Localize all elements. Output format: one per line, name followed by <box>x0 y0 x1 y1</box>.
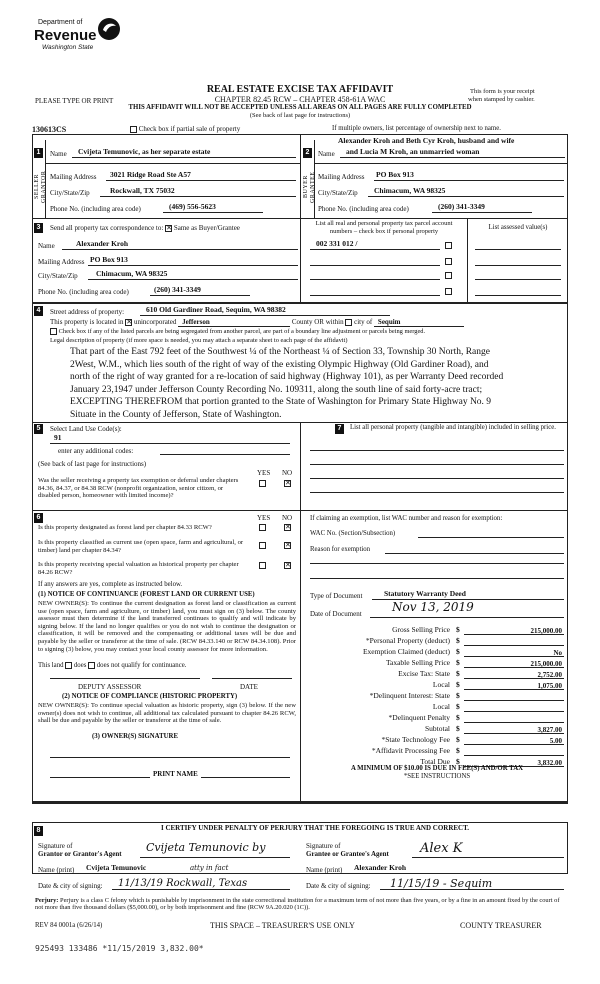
tax-row-value: 215,000.00 <box>530 627 562 635</box>
grantee-name-field[interactable] <box>348 864 564 874</box>
assessed-field-3[interactable] <box>475 270 561 280</box>
tax-row-label: *Delinquent Interest: State <box>369 691 450 700</box>
seller-phone-label: Phone No. (including area code) <box>50 205 141 213</box>
grantee-signature: Alex K <box>420 841 463 856</box>
tax-row-label: *Affidavit Processing Fee <box>371 746 450 755</box>
city-value: Sequim <box>374 318 464 327</box>
buyer-address-field[interactable] <box>374 171 564 181</box>
tax-row-currency: $ <box>456 669 460 678</box>
tax-row-value: 3,827.00 <box>537 726 562 734</box>
exemption-no-checkbox[interactable]: ✕ <box>285 479 291 487</box>
s6-no-header: NO <box>282 514 293 522</box>
tax-row-currency: $ <box>456 691 460 700</box>
treasurer-use: THIS SPACE – TREASURER'S USE ONLY <box>210 921 355 930</box>
form-title: REAL ESTATE EXCISE TAX AFFIDAVIT <box>206 84 394 95</box>
parcel-value-1: 002 331 012 / <box>316 239 358 248</box>
s3-city-field[interactable] <box>88 270 298 280</box>
form-chapter: CHAPTER 82.45 RCW – CHAPTER 458-61A WAC <box>214 95 386 104</box>
parcel-field-1[interactable] <box>310 240 440 250</box>
exemption-question: Was the seller receiving a property tax exemption or deferral under chapters 84.36, 84.37, or 84.38 RCW (nonprofit organization, senior citizen, or disabled person, homeowner with limited income)? <box>38 477 239 500</box>
seller-address-label: Mailing Address <box>50 173 97 181</box>
s3-city-label: City/State/Zip <box>38 272 78 280</box>
logo-sub-text: Washington State <box>42 44 94 51</box>
located-in-label: This property is located in <box>50 318 124 326</box>
street-label: Street address of property: <box>50 308 125 316</box>
legal-description <box>70 346 564 421</box>
perjury-bold: Perjury: <box>35 897 59 904</box>
tax-row-currency: $ <box>456 735 460 744</box>
doc-type-field[interactable] <box>372 590 564 600</box>
tax-row-label: Taxable Selling Price <box>385 658 450 667</box>
receipt-note-2: when stamped by cashier. <box>468 96 535 103</box>
segregated-label: Check box if any of the listed parcels are being segregated from another parcel, are part of a boundary line adjustment or parcels being merged. <box>58 328 426 335</box>
s3-address-value: PO Box 913 <box>90 255 128 264</box>
send-correspondence-label: Send all property tax correspondence to: <box>50 224 164 232</box>
owner-signature-label: (3) OWNER(S) SIGNATURE <box>92 733 178 740</box>
buyer-phone-label: Phone No. (including area code) <box>318 205 409 213</box>
parcel-field-3[interactable] <box>310 270 440 280</box>
tax-row-value: 215,000.00 <box>530 660 562 668</box>
send-correspondence <box>50 224 240 232</box>
tax-row-currency: $ <box>456 625 460 634</box>
tax-row-currency: $ <box>456 757 460 766</box>
logo-main-text: Revenue <box>34 27 97 44</box>
land-use-value: 91 <box>54 433 62 442</box>
tax-row-label: *Personal Property (deduct) <box>365 636 450 645</box>
tax-row-field[interactable] <box>464 637 564 646</box>
legal-line-3: north of the right of way granted for a re-location of said highway (Highway 101), as per Warranty Deed recorded <box>70 372 504 382</box>
land-use-field[interactable] <box>50 434 290 444</box>
notice-continuance-title: (1) NOTICE OF CONTINUANCE (FOREST LAND OR CURRENT USE) <box>38 591 255 598</box>
tax-row-label: Excise Tax: State <box>398 669 450 678</box>
partial-sale-checkbox[interactable] <box>130 126 137 133</box>
does-qualify-checkbox[interactable] <box>65 662 72 669</box>
assessor-date-line[interactable] <box>212 678 292 679</box>
section-4-badge: 4 <box>34 306 43 316</box>
tax-row-field[interactable] <box>464 714 564 723</box>
forest-land-question: Is this property designated as forest land per chapter 84.33 RCW? <box>38 524 212 531</box>
s3-name-label: Name <box>38 242 55 250</box>
exemption-claim-label: If claiming an exemption, list WAC number and reason for exemption: <box>310 515 503 522</box>
tax-row-currency: $ <box>456 702 460 711</box>
parcel-personal-checkbox-4[interactable] <box>445 288 452 295</box>
grantor-name-field[interactable] <box>80 864 290 874</box>
s5-no-header: NO <box>282 469 293 477</box>
tax-row-currency: $ <box>456 713 460 722</box>
parcel-personal-checkbox-1[interactable] <box>445 242 452 249</box>
notice-compliance-body: NEW OWNER(S): To continue special valuation as historic property, sign (3) below. If the new owner(s) does not wish to continue, all additional tax calculated pursuant to chapter 84.26 RCW, shall be due and payable by the seller or transferor at the time of sale. <box>38 702 296 725</box>
s3-phone-value: (260) 341-3349 <box>154 285 201 294</box>
personal-property-line-4[interactable] <box>310 492 564 493</box>
doc-date-value: Nov 13, 2019 <box>392 600 474 614</box>
tax-row-value: No <box>553 649 562 657</box>
grantor-sig-label-2: Grantor or Grantor's Agent <box>38 850 122 858</box>
tax-row-currency: $ <box>456 680 460 689</box>
notice-continuance-body: NEW OWNER(S): To continue the current designation as forest land or classification as current use (open space, farm and agriculture, or timber) land, you must sign on (3) below. The county assessor must then determine if the land transferred continues to qualify and will indicate by signing below. If the land no longer qualifies or you do not wish to continue the designation or classification, it will be removed and the compensating or additional taxes will be due and payable by the seller or transferor at the time of sale. (RCW 84.33.140 or RCW 84.34.108). Prior to signing (3) below, you may contact your local county assessor for more information. <box>38 600 296 653</box>
county-treasurer: COUNTY TREASURER <box>460 921 542 930</box>
city-of-label: city of <box>354 318 373 326</box>
deputy-assessor-label: DEPUTY ASSESSOR <box>78 683 142 691</box>
does-label: does <box>73 662 87 670</box>
tax-row-currency: $ <box>456 724 460 733</box>
additional-codes-label: enter any additional codes: <box>58 447 134 455</box>
same-as-buyer-label: Same as Buyer/Grantee <box>173 224 240 232</box>
forest-yes-checkbox[interactable] <box>259 524 266 531</box>
parcel-personal-checkbox-2[interactable] <box>445 258 452 265</box>
grantor-agent-note: atty in fact <box>189 864 229 872</box>
deputy-assessor-line[interactable] <box>50 678 200 679</box>
land-use-label: Select Land Use Code(s): <box>50 425 122 433</box>
tax-row-label: Local <box>432 680 450 689</box>
legal-line-1: That part of the East 792 feet of the Southwest ¼ of the Northeast ¼ of Section 33, Township 30 North, Range <box>70 347 490 357</box>
seller-address-value: 3021 Ridge Road Ste A57 <box>110 170 191 179</box>
buyer-city-field[interactable] <box>368 187 564 197</box>
grantor-name-value: Cvijeta Temunovic <box>86 863 147 872</box>
buyer-city-value: Chimacum, WA 98325 <box>374 186 446 195</box>
seller-name-label: Name <box>50 150 67 158</box>
seller-phone-value: (469) 556-5623 <box>169 202 216 211</box>
buyer-phone-value: (260) 341-3349 <box>438 202 485 211</box>
legal-label: Legal description of property (if more space is needed, you may attach a separate sheet to each page of the affidavit) <box>50 337 348 344</box>
s3-name-value: Alexander Kroh <box>76 239 129 248</box>
historic-question: Is this property receiving special valuation as historical property per chapter 84.26 RCW? <box>38 561 239 576</box>
minimum-note: A MINIMUM OF $10.00 IS DUE IN FEE(S) AND/OR TAX <box>350 765 524 772</box>
same-as-buyer-checkbox[interactable]: ✕ <box>166 223 172 232</box>
treasurer-stamp: 925493 133486 *11/15/2019 3,832.00* <box>35 944 204 953</box>
continuance-row <box>38 662 186 670</box>
legal-line-5: EXCEPTING THEREFROM that portion granted to the State of Washington for Primary State Highway No. 9 <box>70 397 492 407</box>
s3-city-value: Chimacum, WA 98325 <box>96 269 168 278</box>
dor-logo <box>30 16 125 60</box>
owner-signature-line[interactable] <box>50 757 290 758</box>
assessed-field-2[interactable] <box>475 256 561 266</box>
seller-city-label: City/State/Zip <box>50 189 90 197</box>
notice-compliance-title: (2) NOTICE OF COMPLIANCE (HISTORIC PROPERTY) <box>62 693 238 700</box>
legal-line-4: January 23,1947 under Jefferson County Recording No. 109311, along the south line of said forty-acre tract; <box>70 384 483 395</box>
grantor-name-label: Name (print) <box>38 866 75 874</box>
s3-address-field[interactable] <box>88 256 298 266</box>
additional-codes-field[interactable] <box>160 445 290 455</box>
tax-row-value: 1,075.00 <box>537 682 562 690</box>
seller-phone-field[interactable] <box>163 203 263 213</box>
seller-address-field[interactable] <box>106 171 296 181</box>
doc-type-label: Type of Document <box>310 592 363 600</box>
grantor-date-field[interactable] <box>112 878 290 890</box>
county-value: Jefferson <box>178 318 290 327</box>
tax-row-label: *State Technology Fee <box>381 735 450 744</box>
s6-yes-header: YES <box>257 514 271 522</box>
doc-type-value: Statutory Warranty Deed <box>384 589 466 598</box>
location-row <box>50 318 464 327</box>
parcel-header-2: numbers – check box if personal property <box>329 228 439 235</box>
parcel-field-2[interactable] <box>310 256 440 266</box>
parcel-personal-checkbox-3[interactable] <box>445 272 452 279</box>
assessor-date-label: DATE <box>240 683 258 691</box>
exemption-yes-checkbox[interactable] <box>259 480 266 487</box>
grantor-signature-field[interactable] <box>140 842 290 858</box>
city-of-checkbox[interactable] <box>345 319 352 326</box>
grantee-date-label: Date & city of signing: <box>306 882 371 890</box>
legal-line-2: 2West, W.M., which lies south of the right of way of the existing Olympic Highway (Old Gardiner Road), and <box>70 359 489 370</box>
personal-property-line-1[interactable] <box>310 450 564 451</box>
current-use-no-checkbox[interactable]: ✕ <box>285 541 291 549</box>
partial-sale-label: Check box if partial sale of property <box>138 125 241 133</box>
unincorporated-label: unincorporated <box>133 318 177 326</box>
section-7-badge: 7 <box>335 424 344 434</box>
tax-row-label: Subtotal <box>424 724 450 733</box>
please-type: PLEASE TYPE OR PRINT <box>35 97 114 105</box>
parcel-field-4[interactable] <box>310 286 440 296</box>
grantee-date-field[interactable] <box>380 878 564 890</box>
grantee-sig-label-1: Signature of <box>306 842 341 850</box>
section-5-badge: 5 <box>34 424 43 434</box>
segregated-row <box>50 328 425 335</box>
reason-field-2[interactable] <box>310 563 564 564</box>
tax-row-currency: $ <box>456 636 460 645</box>
buyer-name-value-1: Alexander Kroh and Beth Cyr Kroh, husband and wife <box>338 136 515 145</box>
buyer-city-label: City/State/Zip <box>318 189 358 197</box>
section-3-badge: 3 <box>34 223 43 233</box>
tax-row-value: 3,832.00 <box>537 759 562 767</box>
reason-field-3[interactable] <box>310 578 564 579</box>
rev-number: REV 84 0001a (6/26/14) <box>35 922 103 929</box>
does-not-qualify-checkbox[interactable] <box>88 662 95 669</box>
logo-swoosh-icon <box>96 16 122 42</box>
see-instructions: *SEE INSTRUCTIONS <box>403 773 471 780</box>
seller-grantor-label: SELLER GRANTOR <box>34 170 47 204</box>
buyer-name-field[interactable] <box>340 148 565 158</box>
logo-dept-text: Department of <box>38 19 83 26</box>
forest-no-checkbox[interactable]: ✕ <box>285 523 291 531</box>
grantor-signature: Cvijeta Temunovic by <box>146 841 266 854</box>
grantee-signature-field[interactable] <box>412 842 564 858</box>
assessed-header: List assessed value(s) <box>488 224 548 231</box>
tax-row-field[interactable] <box>464 692 564 701</box>
current-use-question: Is this property classified as current use (open space, farm and agricultural, or timber) land per chapter 84.34? <box>38 539 244 554</box>
segregated-checkbox[interactable] <box>50 328 57 335</box>
wac-field[interactable] <box>418 528 564 538</box>
grantor-date-label: Date & city of signing: <box>38 882 103 890</box>
grantee-name-label: Name (print) <box>306 866 343 874</box>
street-value: 610 Old Gardiner Road, Sequim, WA 98382 <box>146 305 286 314</box>
this-land-label: This land <box>38 662 64 670</box>
s5-yes-header: YES <box>257 469 271 477</box>
buyer-address-value: PO Box 913 <box>376 170 414 179</box>
form-warning: THIS AFFIDAVIT WILL NOT BE ACCEPTED UNLESS ALL AREAS ON ALL PAGES ARE FULLY COMPLETED <box>128 104 472 111</box>
multiple-owners-note: If multiple owners, list percentage of ownership next to name. <box>332 125 501 132</box>
perjury-text: Perjury is a class C felony which is punishable by imprisonment in the state correctional institution for a maximum term of not more than five years, or by a fine in an amount fixed by the court of not more than five thousand dollars ($5,000.00), or by both imprisonment and fine (RCW 9A.20.020 (1C)). <box>35 897 560 912</box>
personal-property-line-2[interactable] <box>310 464 564 465</box>
section-8-badge: 8 <box>34 826 43 836</box>
buyer-phone-field[interactable] <box>432 203 532 213</box>
tax-row-currency: $ <box>456 647 460 656</box>
s3-phone-field[interactable] <box>150 286 250 296</box>
grantor-date-value: 11/13/19 Rockwall, Texas <box>118 878 248 889</box>
parcel-header-1: List all real and personal property tax parcel account <box>315 220 453 227</box>
tax-row-currency: $ <box>456 746 460 755</box>
does-not-label: does not qualify for continuance. <box>96 662 187 670</box>
historic-yes-checkbox[interactable] <box>259 562 266 569</box>
buyer-address-label: Mailing Address <box>318 173 365 181</box>
assessed-field-1[interactable] <box>475 240 561 250</box>
tax-row-value: 2,752.00 <box>537 671 562 679</box>
s3-phone-label: Phone No. (including area code) <box>38 288 129 296</box>
partial-sale-row <box>130 125 240 133</box>
seller-name-value: Cvijeta Temunovic, as her separate estate <box>78 147 211 156</box>
tax-row-label: Exemption Claimed (deduct) <box>362 647 450 656</box>
tax-row-label: Total Due <box>420 757 450 766</box>
section-2-badge: 2 <box>303 148 312 158</box>
section-6-badge: 6 <box>34 513 43 523</box>
buyer-name-label: Name <box>318 150 335 158</box>
tax-row-label: *Delinquent Penalty <box>388 713 450 722</box>
tax-row-value: 5.00 <box>549 737 562 745</box>
grantor-sig-label-1: Signature of <box>38 842 73 850</box>
buyer-name-value-2: and Lucia M Kroh, an unmarried woman <box>346 147 480 156</box>
unincorporated-checkbox[interactable]: ✕ <box>126 317 133 326</box>
see-back: (See back of last page for instructions) <box>249 112 351 119</box>
grantee-name-value: Alexander Kroh <box>354 863 407 872</box>
assessed-field-4[interactable] <box>475 286 561 296</box>
reason-field[interactable] <box>385 544 564 554</box>
tax-row-field[interactable] <box>464 747 564 756</box>
tax-row-label: Local <box>432 702 450 711</box>
seller-city-field[interactable] <box>100 187 296 197</box>
seller-name-field[interactable] <box>72 148 296 158</box>
print-name-label: PRINT NAME <box>150 770 201 778</box>
historic-no-checkbox[interactable]: ✕ <box>285 561 291 569</box>
receipt-note-1: This form is your receipt <box>470 88 535 95</box>
buyer-grantee-label: BUYER GRANTEE <box>303 171 316 203</box>
street-field[interactable] <box>140 306 390 316</box>
s3-name-field[interactable] <box>62 240 298 250</box>
legal-line-6: Situate in the County of Jefferson, State of Washington. <box>70 409 282 420</box>
personal-property-label: List all personal property (tangible and intangible) included in selling price. <box>350 424 556 431</box>
doc-date-field[interactable] <box>370 600 564 618</box>
personal-property-line-3[interactable] <box>310 478 564 479</box>
grantee-date-value: 11/15/19 - Sequim <box>390 877 493 890</box>
section-1-badge: 1 <box>34 148 43 158</box>
perjury-notice <box>35 897 565 912</box>
s3-address-label: Mailing Address <box>38 258 85 266</box>
wac-label: WAC No. (Section/Subsection) <box>310 530 396 537</box>
tax-row-currency: $ <box>456 658 460 667</box>
tax-row-field[interactable] <box>464 703 564 712</box>
reason-label: Reason for exemption <box>310 546 371 553</box>
seller-city-value: Rockwall, TX 75032 <box>110 186 175 195</box>
tax-row-label: Gross Selling Price <box>392 625 450 634</box>
certify-statement: I CERTIFY UNDER PENALTY OF PERJURY THAT THE FOREGOING IS TRUE AND CORRECT. <box>160 824 469 832</box>
form-id: 130613CS <box>32 125 67 134</box>
current-use-yes-checkbox[interactable] <box>259 542 266 549</box>
s5-see-back: (See back of last page for instructions) <box>38 460 147 468</box>
grantee-sig-label-2: Grantee or Grantee's Agent <box>306 850 389 858</box>
doc-date-label: Date of Document <box>310 610 362 618</box>
answers-yes-note: If any answers are yes, complete as instructed below. <box>38 581 183 588</box>
county-or-label: County OR within <box>291 318 344 326</box>
